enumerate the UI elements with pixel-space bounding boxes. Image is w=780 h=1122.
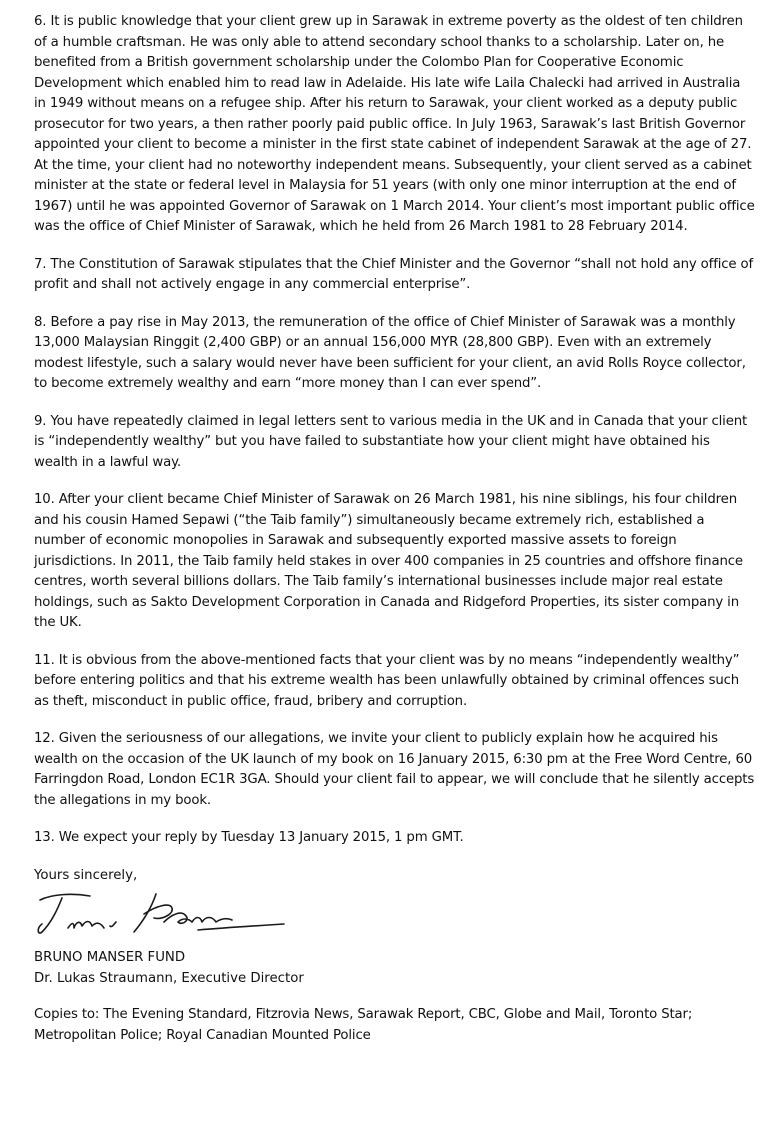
signatory-name-title: Dr. Lukas Straumann, Executive Director [34, 970, 304, 986]
paragraph-9: 9. You have repeatedly claimed in legal letters sent to various media in the UK and in Canada that your client is “independently wealthy” but you have failed to substantiate how your client might have obtained his wealth in a lawful way. [34, 413, 748, 470]
copies-to: Copies to: The Evening Standard, Fitzrovia News, Sarawak Report, CBC, Globe and Mail, Toronto Star; Metropolitan Police; Royal Canadian Mounted Police [34, 1007, 693, 1043]
paragraph-10: 10. After your client became Chief Minister of Sarawak on 26 March 1981, his nine siblings, his four children and his cousin Hamed Sepawi (“the Taib family”) simultaneously became extremely rich, established a number of economic monopolies in Sarawak and subsequently exported massive assets to foreign jurisdictions. In 2011, the Taib family held stakes in over 400 companies in 25 countries and offshore finance centres, worth several billions dollars. The Taib family’s international businesses include major real estate holdings, such as Sakto Development Corporation in Canada and Ridgeford Properties, its sister company in the UK. [34, 492, 743, 630]
paragraph-13: 13. We expect your reply by Tuesday 13 January 2015, 1 pm GMT. [34, 830, 464, 845]
organization-name: BRUNO MANSER FUND [34, 950, 186, 965]
paragraph-7: 7. The Constitution of Sarawak stipulates that the Chief Minister and the Governor “shall not hold any office of profit and shall not actively engage in any commercial enterprise”. [34, 256, 754, 292]
paragraph-8: 8. Before a pay rise in May 2013, the remuneration of the office of Chief Minister of Sarawak was a monthly 13,000 Malaysian Ringgit (2,400 GBP) or an annual 156,000 MYR (28,800 GBP). Even with an extremely modest lifestyle, such a salary would never have been sufficient for your client, an avid Rolls Royce collector, to become extremely wealthy and earn “more money than I can ever spend”. [34, 314, 746, 391]
paragraph-11: 11. It is obvious from the above-mentioned facts that your client was by no means “independently wealthy” before entering politics and that his extreme wealth has been unlawfully obtained by criminal offences such as theft, misconduct in public office, fraud, bribery and corruption. [34, 652, 740, 709]
paragraph-6: 6. It is public knowledge that your client grew up in Sarawak in extreme poverty as the oldest of ten children of a humble craftsman. He was only able to attend secondary school thanks to a scholarship. Later on, he benefited from a British government scholarship under the Colombo Plan for Cooperative Economic Development which enabled him to read law in Adelaide. His late wife Laila Chalecki had arrived in Australia in 1949 without means on a refugee ship. After his return to Sarawak, your client worked as a deputy public prosecutor for two years, a then rather poorly paid public office. In July 1963, Sarawak’s last British Governor appointed your client to become a minister in the first state cabinet of independent Sarawak at the age of 27. At the time, your client had no noteworthy independent means. Subsequently, your client served as a cabinet minister at the state or federal level in Malaysia for 51 years (with only one minor interruption at the end of 1967) until he was appointed Governor of Sarawak on 1 March 2014. Your client’s most important public office was the office of Chief Minister of Sarawak, which he held from 26 March 1981 to 28 February 2014. [34, 14, 755, 234]
handwritten-signature [32, 888, 292, 948]
closing: Yours sincerely, [34, 867, 138, 883]
paragraph-12: 12. Given the seriousness of our allegations, we invite your client to publicly explain how he acquired his wealth on the occasion of the UK launch of my book on 16 January 2015, 6:30 pm at the Free Word Centre, 60 Farringdon Road, London EC1R 3GA. Should your client fail to appear, we will conclude that he silently accepts the allegations in my book. [34, 731, 755, 808]
